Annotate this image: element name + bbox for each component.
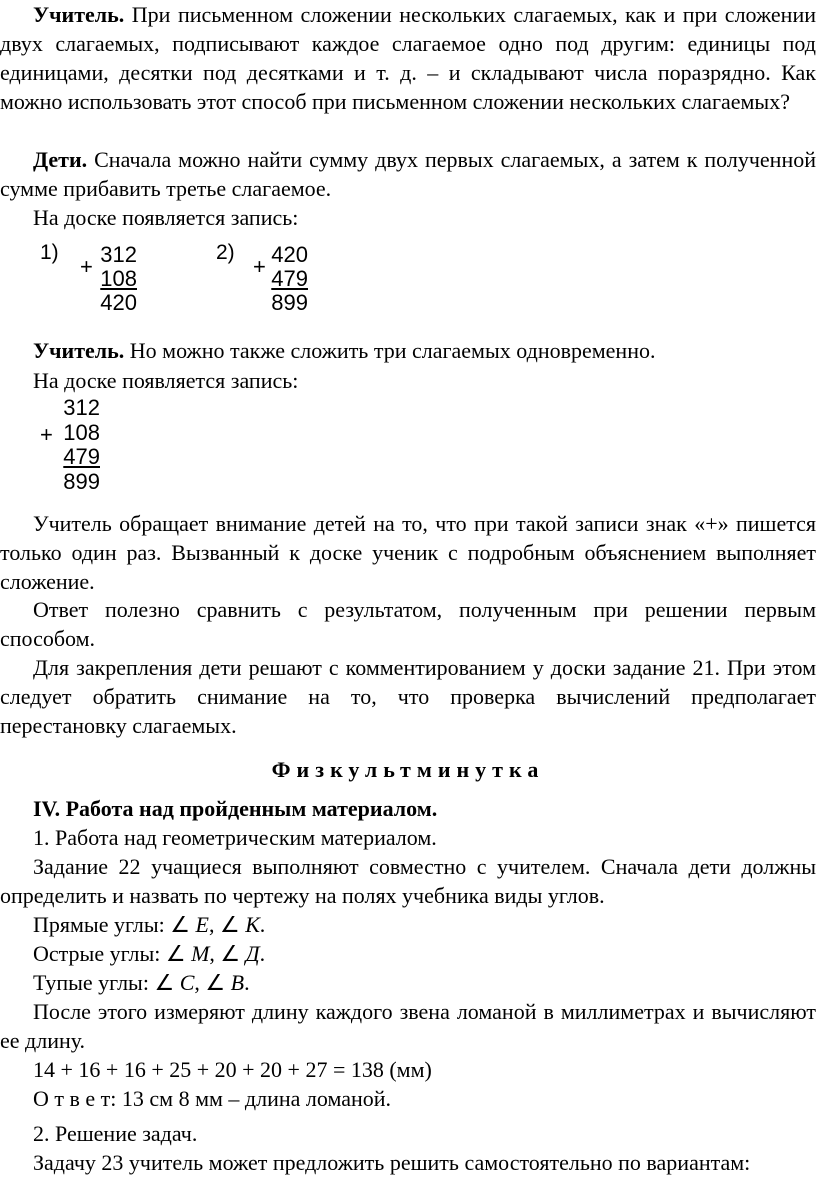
angle-name: В <box>230 970 245 995</box>
angle-icon: ∠ <box>154 970 180 995</box>
paragraph-text: Сначала можно найти сумму двух первых слагаемых, а затем к полученной сумме прибавить третье слагаемое. <box>0 147 816 201</box>
sum: 899 <box>63 468 100 494</box>
obtuse-angles <box>0 968 816 997</box>
period: . <box>259 941 266 966</box>
label: Тупые углы: <box>33 970 155 995</box>
section-heading: IV. Работа над пройденным материалом. <box>33 796 438 821</box>
angle-name: С <box>179 970 195 995</box>
angle-icon: ∠ <box>219 912 246 937</box>
paragraph-compare: Ответ полезно сравнить с результатом, полученным при решении первым способом. <box>0 597 816 651</box>
column-addition <box>60 396 100 494</box>
board-note-2: На доске появляется запись: <box>33 368 299 393</box>
paragraph-task-23: Задачу 23 учитель может предложить решить самостоятельно по вариантам: <box>33 1150 751 1175</box>
paragraph-children-answer <box>0 145 816 203</box>
angle-name: М <box>191 941 210 966</box>
plus-sign: + <box>253 254 266 279</box>
angle-icon: ∠ <box>165 941 192 966</box>
answer-text: : 13 см 8 мм – длина ломаной. <box>110 1086 392 1111</box>
angle-icon: ∠ <box>205 970 231 995</box>
paragraph-teacher-alt <box>0 336 816 365</box>
acute-angles <box>0 939 816 968</box>
paragraph-task-22: Задание 22 учащиеся выполняют совместно с учителем. Сначала дети должны определить и назвать по чертежу на полях учебника виды углов. <box>0 854 816 908</box>
paragraph-text: При письменном сложении нескольких слагаемых, как и при сложении двух слагаемых, подписывают каждое слагаемое одно под другим: единицы под единицами, десятки под десятками и т. д. – и складывают числа поразрядно. Как можно использовать этот способ при письменном сложении нескольких слагаемых? <box>0 2 816 114</box>
addend: 312 <box>63 395 100 420</box>
addend: 479 <box>271 266 308 291</box>
period: . <box>244 970 250 995</box>
answer-line <box>0 1084 816 1113</box>
separator: , <box>208 912 220 937</box>
column-addition <box>268 243 308 315</box>
addend: 108 <box>100 266 137 291</box>
paragraph-text: Но можно также сложить три слагаемых одновременно. <box>124 338 656 363</box>
label: Прямые углы: <box>33 912 171 937</box>
addend: 312 <box>100 242 137 267</box>
paragraph-plus-sign: Учитель обращает внимание детей на то, что при такой записи знак «+» пишется только один раз. Вызванный к доске ученик с подробным объяснением выполняет сложение. <box>0 511 816 594</box>
paragraph-teacher-question <box>0 0 816 116</box>
sum: 899 <box>271 290 308 315</box>
list-item-geometry: 1. Работа над геометрическим материалом. <box>33 825 437 850</box>
speaker-teacher: Учитель. <box>33 338 125 363</box>
addend: 479 <box>63 444 100 469</box>
board-note-1: На доске появляется запись: <box>33 205 299 230</box>
paragraph-practice: Для закрепления дети решают с комментированием у доски задание 21. При этом следует обратить снимание на то, что проверка вычислений предполагает перестановку слагаемых. <box>0 655 816 738</box>
angle-icon: ∠ <box>170 912 196 937</box>
angle-icon: ∠ <box>220 941 246 966</box>
fizkultminutka-heading: Физкультминутка <box>271 757 545 782</box>
length-equation: 14 + 16 + 16 + 25 + 20 + 20 + 27 = 138 (мм) <box>33 1057 432 1082</box>
label: Острые углы: <box>33 941 166 966</box>
right-angles <box>0 910 816 939</box>
sum: 420 <box>100 290 137 315</box>
list-item-problems: 2. Решение задач. <box>33 1121 198 1146</box>
plus-sign: + <box>80 254 93 279</box>
separator: , <box>209 941 221 966</box>
column-addition <box>97 243 137 315</box>
addend: 420 <box>271 242 308 267</box>
calc-label: 2) <box>216 241 235 264</box>
speaker-teacher: Учитель. <box>33 2 125 27</box>
angle-name: Е <box>195 912 209 937</box>
calc-label: 1) <box>40 241 59 264</box>
angle-name: К <box>245 912 260 937</box>
period: . <box>259 912 266 937</box>
separator: , <box>194 970 206 995</box>
speaker-children: Дети. <box>33 147 88 172</box>
angle-name: Д <box>245 941 260 966</box>
answer-label: О т в е т <box>33 1086 111 1111</box>
paragraph-measure: После этого измеряют длину каждого звена ломаной в миллиметрах и вычисляют ее длину. <box>0 999 816 1053</box>
plus-sign: + <box>40 422 53 447</box>
addend: 108 <box>63 419 100 445</box>
